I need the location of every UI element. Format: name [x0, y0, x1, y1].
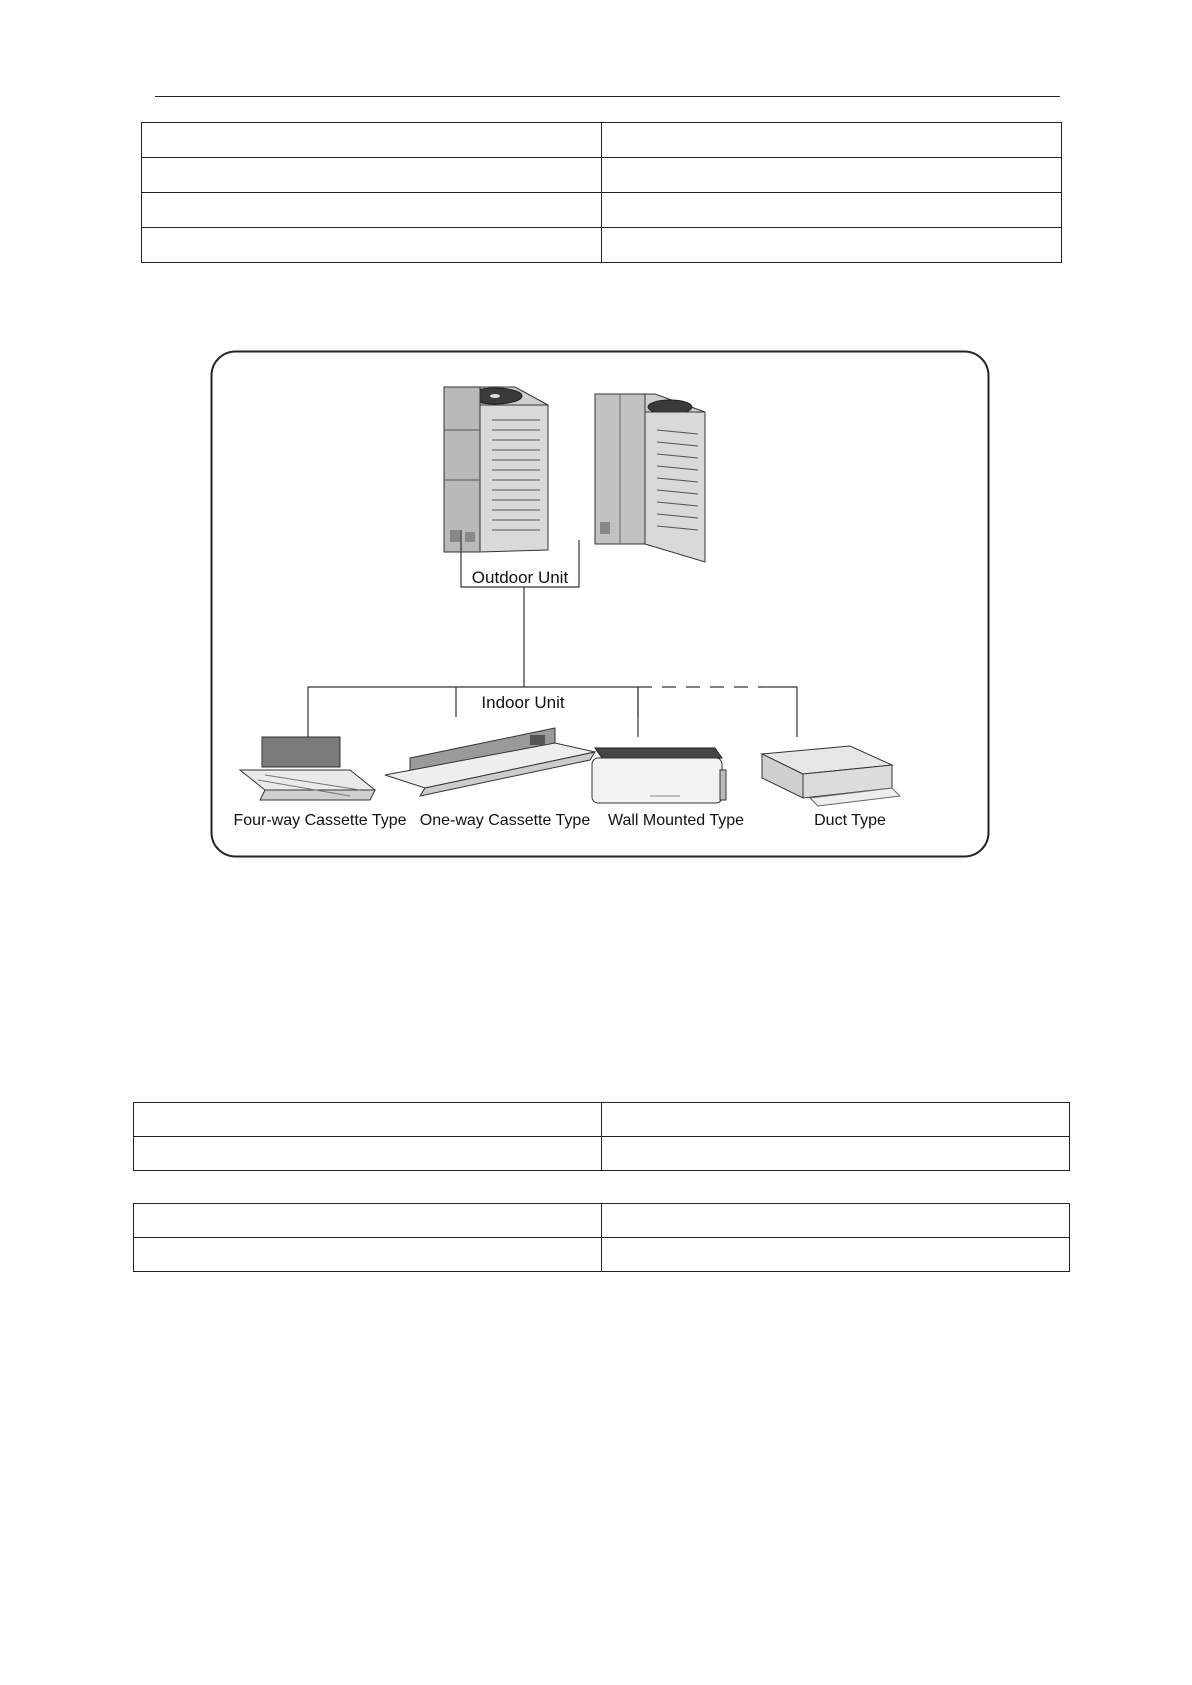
- table-cell: [602, 1103, 1070, 1137]
- table-row: [142, 228, 1062, 263]
- table-cell: [134, 1103, 602, 1137]
- table-row: [134, 1137, 1070, 1171]
- table-row: [134, 1204, 1070, 1238]
- table-cell: [602, 158, 1062, 193]
- table-row: [142, 193, 1062, 228]
- table-cell: [142, 158, 602, 193]
- outdoor-unit-label: Outdoor Unit: [471, 568, 569, 587]
- table-cell: [602, 193, 1062, 228]
- table-cell: [134, 1238, 602, 1272]
- system-diagram: [210, 350, 990, 858]
- outdoor-unit-single-fan-image: [444, 387, 548, 552]
- table-row: [142, 158, 1062, 193]
- table-row: [142, 123, 1062, 158]
- wall-mounted-label: Wall Mounted Type: [607, 812, 745, 829]
- four-way-cassette-label: Four-way Cassette Type: [233, 812, 407, 829]
- table-cell: [142, 228, 602, 263]
- table-cell: [602, 228, 1062, 263]
- table-row: [134, 1103, 1070, 1137]
- table-cell: [134, 1204, 602, 1238]
- header-rule: [155, 96, 1060, 97]
- table-row: [134, 1238, 1070, 1272]
- table-cell: [142, 123, 602, 158]
- table-cell: [134, 1137, 602, 1171]
- top-table: [141, 122, 1062, 263]
- table-cell: [602, 1137, 1070, 1171]
- wall-mounted-unit-image: [592, 748, 726, 803]
- one-way-cassette-label: One-way Cassette Type: [419, 812, 591, 829]
- middle-table: [133, 1102, 1070, 1171]
- duct-type-label: Duct Type: [814, 812, 886, 829]
- table-cell: [602, 123, 1062, 158]
- table-cell: [142, 193, 602, 228]
- table-cell: [602, 1238, 1070, 1272]
- table-cell: [602, 1204, 1070, 1238]
- indoor-unit-label: Indoor Unit: [481, 693, 565, 712]
- bottom-table: [133, 1203, 1070, 1272]
- outdoor-unit-double-fan-image: [595, 394, 705, 562]
